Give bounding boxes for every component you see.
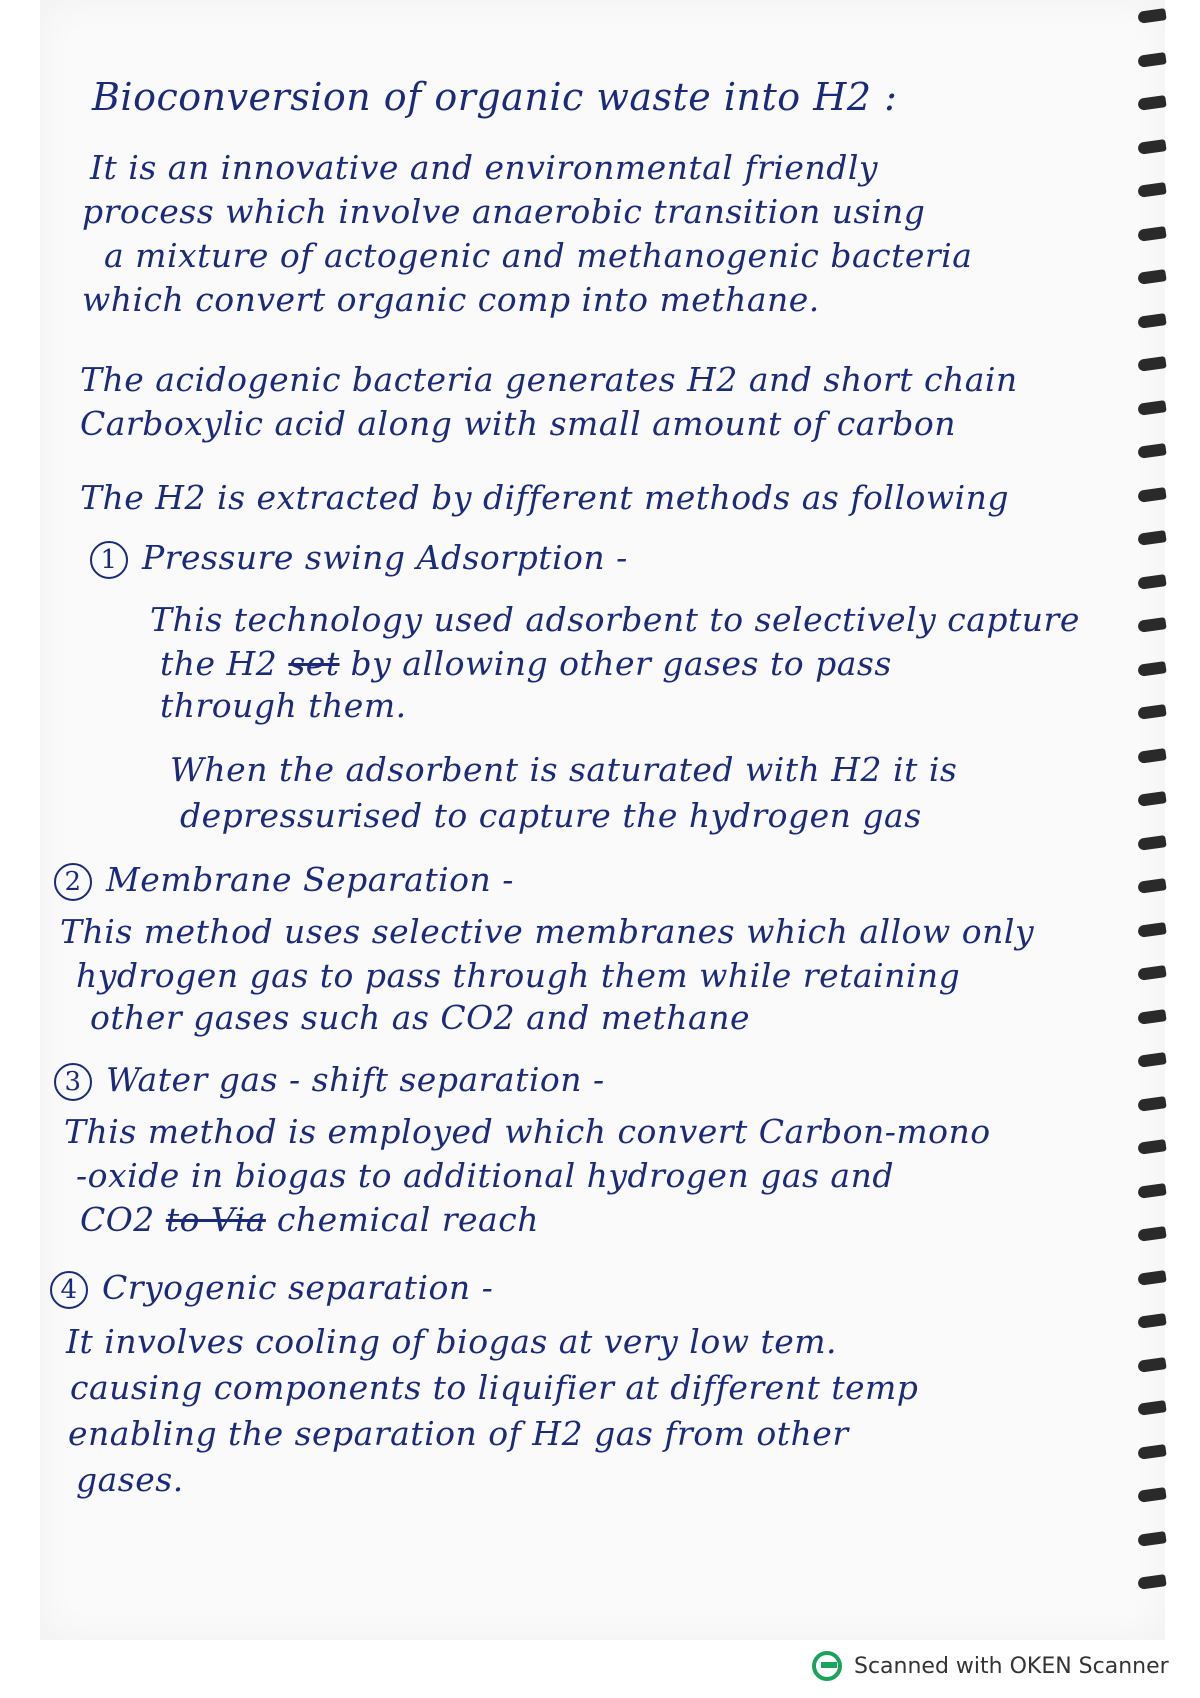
section-1-struck-word: set — [288, 644, 340, 683]
section-1-line-5: depressurised to capture the hydrogen gas — [180, 796, 922, 835]
binding-ring — [1137, 1313, 1166, 1329]
binding-ring — [1137, 313, 1166, 329]
section-2-heading — [54, 860, 514, 901]
paragraph-1-line-4: which convert organic comp into methane. — [82, 280, 820, 319]
binding-ring — [1137, 661, 1166, 677]
notes-title: Bioconversion of organic waste into H2 : — [92, 75, 898, 119]
binding-ring — [1137, 1009, 1166, 1025]
binding-ring — [1137, 791, 1166, 807]
binding-ring — [1137, 400, 1166, 416]
binding-ring — [1137, 1487, 1166, 1503]
binding-ring — [1137, 748, 1166, 764]
section-4-heading — [50, 1268, 493, 1309]
section-2-heading-text: Membrane Separation - — [106, 860, 514, 899]
binding-ring — [1137, 1357, 1166, 1373]
paragraph-1-line-1: It is an innovative and environmental friendly — [90, 148, 879, 187]
paragraph-3: The H2 is extracted by different methods as following — [80, 478, 1010, 517]
section-1-number: 1 — [90, 541, 128, 579]
binding-ring — [1137, 487, 1166, 503]
scanner-watermark — [812, 1646, 1169, 1686]
binding-ring — [1137, 1226, 1166, 1242]
section-2-line-3: other gases such as CO2 and methane — [90, 998, 751, 1037]
section-2-line-2: hydrogen gas to pass through them while retaining — [76, 956, 961, 995]
section-1-heading-text: Pressure swing Adsorption - — [142, 538, 628, 577]
section-3-number: 3 — [54, 1063, 92, 1101]
binding-ring — [1137, 269, 1166, 285]
paragraph-1-line-2: process which involve anaerobic transition using — [82, 192, 926, 231]
binding-ring — [1137, 704, 1166, 720]
section-1-line-1: This technology used adsorbent to selectively capture — [150, 600, 1080, 639]
paragraph-2-line-2: Carboxylic acid along with small amount of carbon — [80, 404, 956, 443]
binding-ring — [1137, 139, 1166, 155]
section-1-line-2-start: the H2 — [160, 644, 289, 683]
paragraph-2-line-1: The acidogenic bacteria generates H2 and short chain — [80, 360, 1018, 399]
binding-ring — [1137, 1400, 1166, 1416]
binding-ring — [1137, 52, 1166, 68]
binding-ring — [1137, 922, 1166, 938]
section-3-line-3-prefix: CO2 — [80, 1200, 155, 1239]
section-4-line-2: causing components to liquifier at different temp — [70, 1368, 919, 1407]
binding-ring — [1137, 226, 1166, 242]
section-3-line-3-text: chemical reach — [276, 1200, 539, 1239]
binding-ring — [1137, 965, 1166, 981]
binding-ring — [1137, 8, 1166, 24]
binding-ring — [1137, 835, 1166, 851]
binding-ring — [1137, 1444, 1166, 1460]
section-4-line-3: enabling the separation of H2 gas from other — [68, 1414, 849, 1453]
section-3-heading-text: Water gas - shift separation - — [106, 1060, 605, 1099]
binding-ring — [1137, 1096, 1166, 1112]
binding-ring — [1137, 1139, 1166, 1155]
binding-ring — [1137, 1270, 1166, 1286]
section-3-heading — [54, 1060, 605, 1101]
section-2-number: 2 — [54, 863, 92, 901]
binding-ring — [1137, 617, 1166, 633]
binding-ring — [1137, 1052, 1166, 1068]
binding-ring — [1137, 574, 1166, 590]
section-3-line-3 — [80, 1200, 539, 1239]
binding-ring — [1137, 878, 1166, 894]
section-1-heading — [90, 538, 628, 579]
scanner-watermark-text: Scanned with OKEN Scanner — [854, 1653, 1169, 1679]
section-3-struck-word: to Via — [165, 1200, 266, 1239]
binding-ring — [1137, 530, 1166, 546]
binding-ring — [1137, 95, 1166, 111]
section-4-line-4: gases. — [76, 1460, 184, 1499]
binding-ring — [1137, 1531, 1166, 1547]
section-3-line-1: This method is employed which convert Carbon-mono — [64, 1112, 991, 1151]
section-1-line-3: through them. — [160, 686, 407, 725]
binding-ring — [1137, 356, 1166, 372]
binding-ring — [1137, 443, 1166, 459]
section-1-line-4: When the adsorbent is saturated with H2 it is — [170, 750, 958, 789]
section-4-heading-text: Cryogenic separation - — [102, 1268, 494, 1307]
section-1-line-2: the H2 set by allowing other gases to pass — [160, 644, 892, 683]
spiral-binding — [1138, 10, 1178, 1640]
section-3-line-2: -oxide in biogas to additional hydrogen gas and — [76, 1156, 894, 1195]
oken-scanner-logo-icon — [812, 1651, 842, 1681]
section-4-line-1: It involves cooling of biogas at very low tem. — [66, 1322, 838, 1361]
section-2-line-1: This method uses selective membranes which allow only — [60, 912, 1035, 951]
binding-ring — [1137, 182, 1166, 198]
paragraph-1-line-3: a mixture of actogenic and methanogenic bacteria — [104, 236, 973, 275]
binding-ring — [1137, 1574, 1166, 1590]
section-4-number: 4 — [50, 1271, 88, 1309]
binding-ring — [1137, 1183, 1166, 1199]
